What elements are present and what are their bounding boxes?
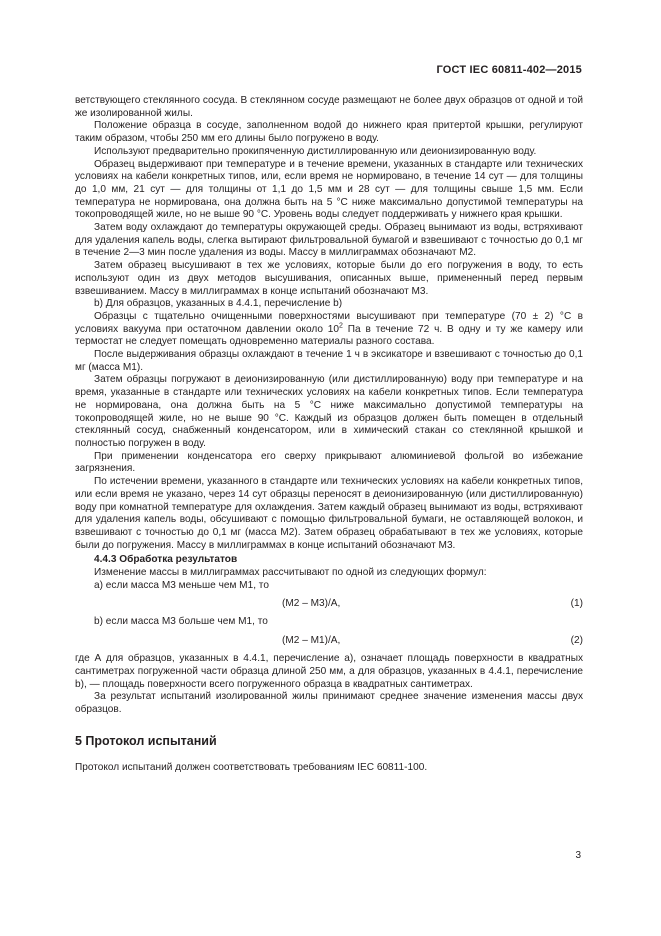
formula-expression: (М2 – М3)/А, — [282, 598, 341, 610]
paragraph: За результат испытаний изолированной жилы принимают среднее значение изменения массы двух образцов. — [75, 691, 583, 715]
page-body — [75, 95, 583, 775]
formula-2 — [75, 633, 583, 649]
paragraph: Образец выдерживают при температуре и в течение времени, указанных в стандарте или технических условиях на кабели конкретных типов, или, если время не нормировано, в течение 14 сут — для толщины до 1,0 мм, 21 сут — для толщины от 1,1 до 1,5 мм и 28 сут — для толщины свыше 1,5 мм. Если температура не нормирована, она должна быть на 5 °С ниже максимально допустимой температуры на токопроводящей жиле, но не выше 90 °С. Уровень воды следует поддерживать у нижнего края крышки. — [75, 158, 583, 221]
section-heading: 5 Протокол испытаний — [75, 733, 217, 748]
text-span: Па в течение 72 ч. В одну и ту же камеру или термостат не следует помещать одновременно материалы разного состава. — [75, 323, 583, 348]
paragraph: Протокол испытаний должен соответствовать требованиям IEC 60811-100. — [75, 762, 428, 774]
case-a: а) если масса М3 меньше чем М1, то — [94, 579, 269, 591]
page-number: 3 — [575, 850, 581, 861]
paragraph: где А для образцов, указанных в 4.4.1, перечисление а), означает площадь поверхности в квадратных сантиметрах погруженной части образца длиной 250 мм, а для образцов, указанных в 4.4.1, перечисление b), — площадь поверхности всего погруженного образца в квадратных сантиметрах. — [75, 653, 583, 690]
paragraph: Затем воду охлаждают до температуры окружающей среды. Образец вынимают из воды, встряхивают для удаления капель воды, слегка вытирают фильтровальной бумагой и взвешивают с точностью до 0,1 мг в течение 2—3 мин после удаления из воды. Массу в миллиграммах обозначают М2. — [75, 222, 583, 259]
paragraph: ветствующего стеклянного сосуда. В стеклянном сосуде размещают не более двух образцов от одной и той же изолированной жилы. — [75, 95, 583, 119]
paragraph: После выдерживания образцы охлаждают в течение 1 ч в эксикаторе и взвешивают с точностью до 0,1 мг (масса М1). — [75, 349, 583, 373]
formula-expression: (М2 – М1)/А, — [282, 635, 341, 647]
text-span: Образцы с тщательно очищенными поверхностями высушивают при температуре (70 ± 2) °С в условиях вакуума при остаточном давлении около 10 — [75, 310, 583, 335]
subsection-heading: 4.4.3 Обработка результатов — [94, 554, 238, 566]
case-b: b) если масса М3 больше чем М1, то — [94, 616, 268, 628]
paragraph: При применении конденсатора его сверху прикрывают алюминиевой фольгой во избежание загрязнения. — [75, 450, 583, 475]
formula-number: (1) — [570, 598, 583, 610]
superscript: 2 — [339, 322, 343, 330]
paragraph: Затем образец высушивают в тех же условиях, которые были до его погружения в воду, то есть используют один из двух методов высушивания, описанных выше, примененный перед первым взвешиванием. Массу в миллиграммах в конце испытаний обозначают М3. — [75, 260, 583, 297]
document-header: ГОСТ IEC 60811-402—2015 — [436, 64, 582, 76]
list-item-b: b) Для образцов, указанных в 4.4.1, перечисление b) — [94, 298, 343, 310]
formula-number: (2) — [570, 635, 583, 647]
paragraph-vacuum — [75, 311, 583, 349]
paragraph: Изменение массы в миллиграммах рассчитывают по одной из следующих формул: — [94, 567, 487, 579]
paragraph: Затем образцы погружают в деионизированную (или дистиллированную) воду при температуре и на время, указанные в стандарте или технических условиях на кабели конкретных типов. Если температура не нормирована, она должна быть на 5 °С ниже максимально допустимой температуры на токопроводящей жиле, но не выше 90 °С. Каждый из образцов должен быть помещен в отдельный стеклянный сосуд, снабженный конденсатором, или в химический стакан со стеклянной крышкой и полностью погружен в воду. — [75, 374, 583, 449]
paragraph: Используют предварительно прокипяченную дистиллированную или деионизированную воду. — [94, 145, 537, 157]
paragraph: Положение образца в сосуде, заполненном водой до нижнего края притертой крышки, регулируют таким образом, чтобы 250 мм его длины было погружено в воду. — [75, 120, 583, 145]
formula-1 — [75, 596, 583, 612]
paragraph: По истечении времени, указанного в стандарте или технических условиях на кабели конкретных типов, или если время не указано, через 14 сут образцы переносят в деионизированную (или дистиллированную) воду при комнатной температуре для охлаждения. Затем каждый образец вынимают из воды, встряхивают для удаления капель воды, обсушивают с помощью фильтровальной бумаги, не оставляющей волокон, и взвешивают с точностью до 0,1 мг (масса М2). Затем образец обрабатывают в тех же условиях, которые были до погружения. Массу в миллиграммах в конце испытаний обозначают М3. — [75, 476, 583, 551]
